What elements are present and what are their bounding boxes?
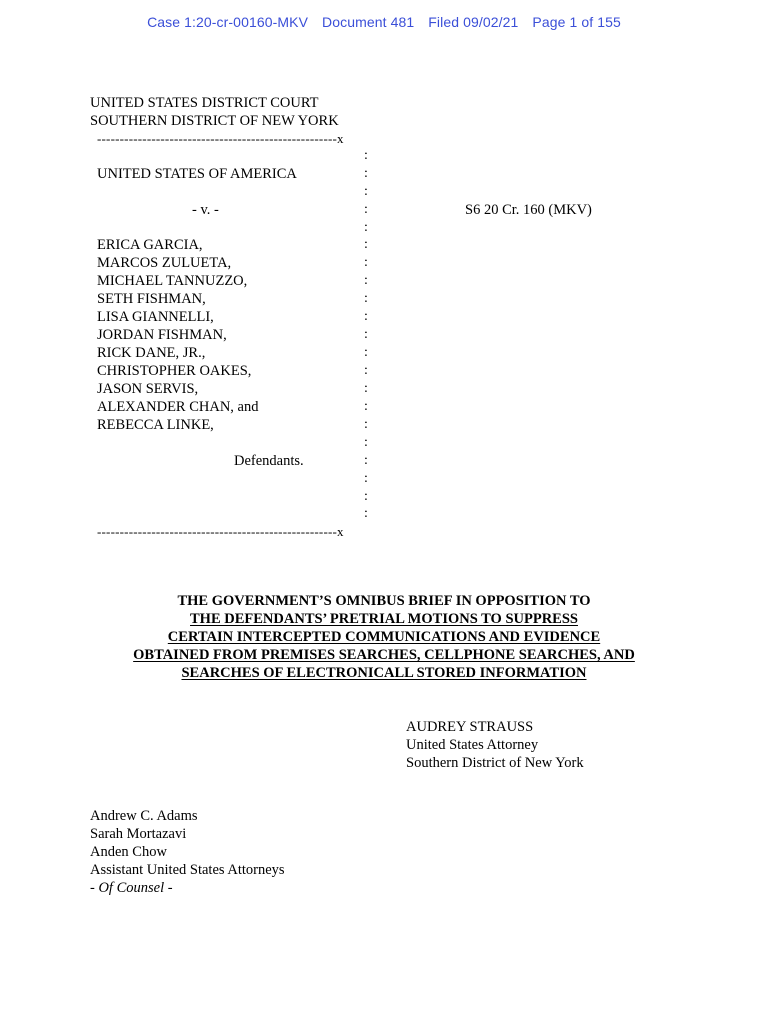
case-number-header: Case 1:20-cr-00160-MKV <box>147 14 309 30</box>
of-counsel-label: - Of Counsel - <box>90 880 173 896</box>
court-line-2: SOUTHERN DISTRICT OF NEW YORK <box>90 113 339 129</box>
defendant-name: CHRISTOPHER OAKES, <box>97 363 252 379</box>
caption-colon: : <box>364 255 368 270</box>
caption-colon: : <box>364 220 368 235</box>
court-line-1: UNITED STATES DISTRICT COURT <box>90 95 319 111</box>
counsel-name: Sarah Mortazavi <box>90 826 187 842</box>
filed-date-header: Filed 09/02/21 <box>428 14 519 30</box>
defendant-name: MARCOS ZULUETA, <box>97 255 232 271</box>
caption-rule-bottom: -----------------------------------------------------x <box>97 524 344 539</box>
caption-colon: : <box>364 202 368 217</box>
caption-colon: : <box>364 453 368 468</box>
brief-title-line-1: THE GOVERNMENT’S OMNIBUS BRIEF IN OPPOSITION TO <box>177 593 591 609</box>
brief-title-line-3: CERTAIN INTERCEPTED COMMUNICATIONS AND EVIDENCE <box>167 629 601 645</box>
us-attorney-title: United States Attorney <box>406 737 539 753</box>
defendant-name: RICK DANE, JR., <box>97 345 206 361</box>
us-attorney-name: AUDREY STRAUSS <box>406 719 534 735</box>
brief-title-line-5: SEARCHES OF ELECTRONICALL STORED INFORMATION <box>181 665 587 681</box>
caption-colon: : <box>364 363 368 378</box>
caption-colon: : <box>364 148 368 163</box>
defendant-name: JASON SERVIS, <box>97 381 199 397</box>
defendant-name: LISA GIANNELLI, <box>97 309 214 325</box>
counsel-role: Assistant United States Attorneys <box>90 862 285 878</box>
counsel-name: Anden Chow <box>90 844 167 860</box>
page-count-header: Page 1 of 155 <box>532 14 621 30</box>
caption-colon: : <box>364 309 368 324</box>
caption-colon: : <box>364 435 368 450</box>
caption-colon: : <box>364 237 368 252</box>
caption-colon: : <box>364 381 368 396</box>
defendant-name: SETH FISHMAN, <box>97 291 206 307</box>
defendant-name: ERICA GARCIA, <box>97 237 203 253</box>
caption-colon: : <box>364 291 368 306</box>
ecf-header <box>0 14 768 30</box>
court-name <box>90 94 339 130</box>
caption-rule-top: -----------------------------------------------------x <box>97 131 344 146</box>
defendant-list <box>97 236 259 434</box>
defendant-name: MICHAEL TANNUZZO, <box>97 273 248 289</box>
brief-title-line-4: OBTAINED FROM PREMISES SEARCHES, CELLPHONE SEARCHES, AND <box>133 647 635 663</box>
caption-colon: : <box>364 471 368 486</box>
caption-colon: : <box>364 273 368 288</box>
brief-title-line-2: THE DEFENDANTS’ PRETRIAL MOTIONS TO SUPPRESS <box>190 611 578 627</box>
defendant-name: ALEXANDER CHAN, and <box>97 399 259 415</box>
counsel-block <box>90 807 285 897</box>
counsel-name: Andrew C. Adams <box>90 808 198 824</box>
caption-colon: : <box>364 327 368 342</box>
us-attorney-district: Southern District of New York <box>406 755 584 771</box>
plaintiff-name: UNITED STATES OF AMERICA <box>97 166 297 182</box>
caption-colon: : <box>364 506 368 521</box>
defendants-label: Defendants. <box>234 453 304 469</box>
us-attorney-block <box>406 718 584 772</box>
caption-colon: : <box>364 184 368 199</box>
caption-colon: : <box>364 489 368 504</box>
brief-title <box>0 592 768 682</box>
defendant-name: REBECCA LINKE, <box>97 417 214 433</box>
document-number-header: Document 481 <box>322 14 415 30</box>
caption-colon: : <box>364 399 368 414</box>
caption-colon: : <box>364 166 368 181</box>
caption-colon: : <box>364 345 368 360</box>
versus-label: - v. - <box>192 202 219 218</box>
criminal-case-number: S6 20 Cr. 160 (MKV) <box>465 202 592 218</box>
defendant-name: JORDAN FISHMAN, <box>97 327 227 343</box>
caption-colon: : <box>364 417 368 432</box>
